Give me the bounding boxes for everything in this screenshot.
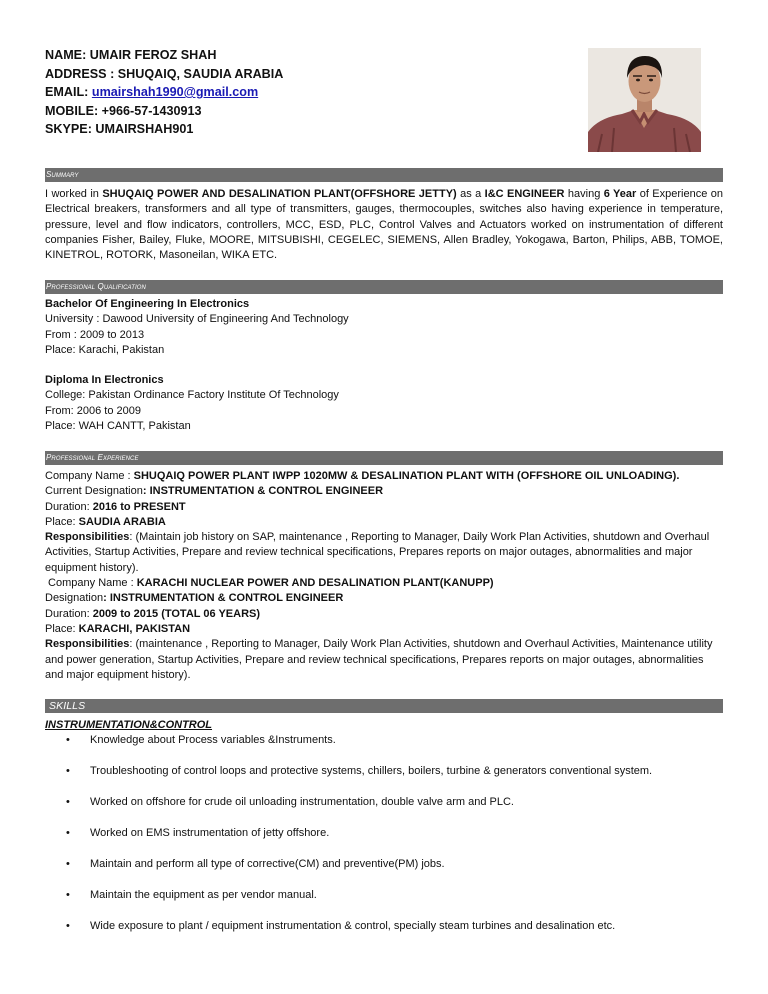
contact-header: [45, 46, 585, 139]
duration-line: Duration: 2009 to 2015 (TOTAL 06 YEARS): [45, 607, 261, 620]
list-item: • Worked on offshore for crude oil unloading instrumentation, double valve arm and PLC.: [66, 796, 514, 809]
bullet-icon: •: [66, 796, 70, 809]
bullet-icon: •: [66, 765, 70, 778]
skills-block: [45, 718, 723, 950]
list-item: • Wide exposure to plant / equipment instrumentation & control, specially steam turbines and desalination etc.: [66, 920, 616, 933]
experience-list: [45, 469, 723, 683]
designation-line: Designation: INSTRUMENTATION & CONTROL ENGINEER: [45, 592, 344, 605]
university-line: University : Dawood University of Engineering And Technology: [45, 313, 349, 326]
list-item: • Worked on EMS instrumentation of jetty offshore.: [66, 827, 330, 840]
name-line: NAME: UMAIR FEROZ SHAH: [45, 48, 217, 62]
place-line: Place: KARACHI, PAKISTAN: [45, 622, 191, 635]
list-item: • Troubleshooting of control loops and protective systems, chillers, boilers, turbine & generators conventional system.: [66, 765, 653, 778]
bullet-icon: •: [66, 920, 70, 933]
list-item: • Maintain and perform all type of corrective(CM) and preventive(PM) jobs.: [66, 858, 445, 871]
designation-line: Current Designation: INSTRUMENTATION & CONTROL ENGINEER: [45, 485, 384, 498]
dates-line: From: 2006 to 2009: [45, 404, 142, 417]
qualification-section-header: Professional Qualification: [45, 280, 723, 294]
place-line: Place: Karachi, Pakistan: [45, 343, 165, 356]
summary-text: I worked in SHUQAIQ POWER AND DESALINATION PLANT(OFFSHORE JETTY) as a I&C ENGINEER having 6 Year of Experience on Electrical breakers, transformers and all type of transmitters, gauges, thermocouples, switches also having experience in temperature, pressure, level and flow indicators, controllers, MCC, ESD, PLC, Control Valves and Actuators worked on instrumentation of different companies Fisher, Bailey, Fluke, MOORE, MITSUBISHI, CEGELEC, SIEMENS, Allen Bradley, Yokogawa, Barton, Philips, ABB, TOMOE, KINETROL, ROTORK, Masoneilan, WIKA ETC.: [45, 188, 723, 262]
profile-photo: [588, 48, 701, 152]
responsibilities-text: Responsibilities: (Maintain job history on SAP, maintenance , Reporting to Manager, Daily Work Plan Activities, shutdown and Overhaul Activities, Startup Activities, Prepare and review technical specifications, Prepares reports on major outages, abnormalities and major equipment history).: [45, 531, 710, 574]
diploma-title: Diploma In Electronics: [45, 374, 164, 387]
bullet-icon: •: [66, 734, 70, 747]
place-line: Place: WAH CANTT, Pakistan: [45, 420, 191, 433]
qualification-list: [45, 297, 723, 434]
bullet-icon: •: [66, 889, 70, 902]
bullet-icon: •: [66, 827, 70, 840]
skype-line: SKYPE: UMAIRSHAH901: [45, 122, 194, 136]
list-item: • Knowledge about Process variables &Instruments.: [66, 734, 336, 747]
dates-line: From : 2009 to 2013: [45, 328, 145, 341]
email-link[interactable]: umairshah1990@gmail.com: [91, 85, 259, 99]
list-item: • Maintain the equipment as per vendor manual.: [66, 889, 317, 902]
skype-value: UMAIRSHAH901: [95, 122, 194, 136]
college-line: College: Pakistan Ordinance Factory Institute Of Technology: [45, 389, 339, 402]
skills-subheading: INSTRUMENTATION&CONTROL: [45, 719, 213, 731]
address-line: ADDRESS : SHUQAIQ, SAUDIA ARABIA: [45, 66, 284, 81]
company-line: Company Name : SHUQAIQ POWER PLANT IWPP 1020MW & DESALINATION PLANT WITH (OFFSHORE OIL UNLOADING).: [45, 470, 680, 482]
degree-title: Bachelor Of Engineering In Electronics: [45, 298, 250, 310]
candidate-name: UMAIR FEROZ SHAH: [89, 48, 217, 62]
bullet-icon: •: [66, 858, 70, 871]
email-line: EMAIL: umairshah1990@gmail.com: [45, 85, 259, 99]
experience-section-header: Professional Experience: [45, 451, 723, 465]
duration-line: Duration: 2016 to PRESENT: [45, 500, 186, 513]
address-value: SHUQAIQ, SAUDIA ARABIA: [117, 66, 284, 81]
place-line: Place: SAUDIA ARABIA: [45, 515, 166, 528]
skills-list: [45, 733, 723, 950]
person-portrait-icon: [588, 48, 701, 152]
mobile-line: MOBILE: +966-57-1430913: [45, 103, 202, 118]
mobile-value: +966-57-1430913: [101, 103, 202, 118]
skills-section-header: SKILLS: [45, 699, 723, 713]
summary-section-header: Summary: [45, 168, 723, 182]
company-line: Company Name : KARACHI NUCLEAR POWER AND DESALINATION PLANT(KANUPP): [45, 577, 494, 590]
responsibilities-text: Responsibilities: (maintenance , Reporting to Manager, Daily Work Plan Activities, shutdown and Overhaul Activities, Maintenance utility and power generation, Startup Activities, Prepare and review technical specifications, Prepares reports on major outages, abnormalities and major equipment history).: [45, 638, 713, 681]
